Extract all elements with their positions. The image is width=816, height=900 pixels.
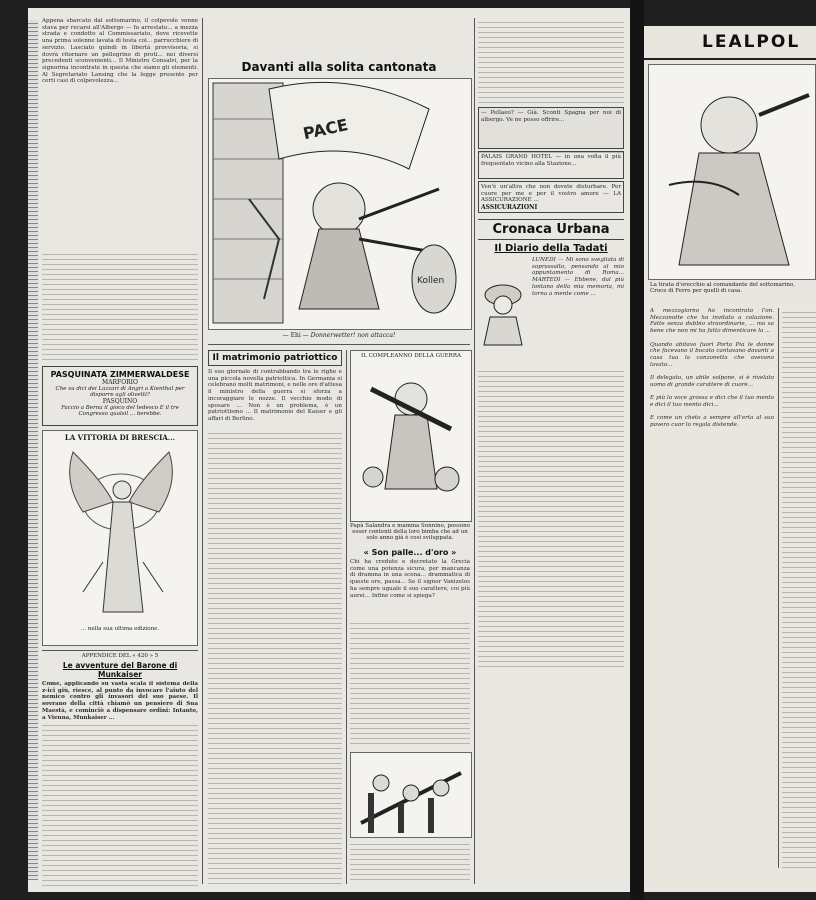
matrimonio-title: Il matrimonio patriottico [208, 350, 342, 366]
peace-poster-illustration [209, 79, 471, 329]
cronaca-lead: LUNEDI — Mi sono svegliata di soprassalto, pensando al mio appuntamento di Roma... MARTEDI — Ebbene, dal più lontano della mia memoria, mi torna a mente come ... [532, 257, 624, 297]
newspaper-page-right [644, 26, 816, 892]
svg-text:Kollen: Kollen [417, 276, 445, 286]
ad-3-text: Ven'è un'altra che non dovete disturbare. Per cuore per me e per il vostro amore — LA ASSICURAZIONE ... [481, 184, 621, 204]
compleanno-title: IL COMPLEANNO DELLA GUERRA [361, 353, 461, 359]
column-1-text-lines [42, 250, 198, 360]
horizontal-rule [208, 344, 470, 345]
vittoria-title: LA VITTORIA DI BRESCIA... [64, 433, 176, 442]
ad-2-text: PALAIS GRAND HOTEL — in una volta il più frequentato vicino alla Stazione... [481, 154, 621, 167]
pasquinata-box [42, 366, 198, 426]
compleanno-caption: Papà Salandra e mamma Sonnino, possono esser contenti della loro bimba che ad un solo anno già è così sviluppata. [350, 523, 470, 541]
submarine-caption: La tirata d'orecchio al comandante del sottomarino, Croce di Ferro per quelli di casa. [650, 282, 795, 294]
pasquinata-title: PASQUINATA ZIMMERWALDESE [50, 370, 190, 379]
son-palle-title: « Son palle... d'oro » [363, 548, 457, 557]
son-palle-article [350, 548, 470, 748]
ad-box-2 [478, 151, 624, 179]
cronaca-lead-block [478, 257, 624, 367]
vittoria-cartoon [42, 430, 198, 646]
birthday-illustration [351, 359, 471, 509]
cantonata-caption-b: Donnerwetter! non attacca! [310, 332, 396, 339]
book-gutter [630, 0, 644, 900]
son-palle-continued [350, 840, 470, 884]
cantonata-caption [208, 332, 470, 339]
ad-box-3 [478, 181, 624, 213]
romanzo-lead: Come, applicando su vasta scala il sistema della z-ici giù, riesce, al punto da invocare l'aiuto del nemico contro gli invasori del suo paese. Il sovrano della città chiamò un pensiero di Sua Maestà, e cominciò a dispensare ordini: Intanto, a Vienna, Munkaiser ... [42, 681, 198, 721]
cronaca-subtitle: Il Diario della Tadati [494, 243, 608, 255]
svg-text:PACE: PACE [301, 115, 350, 144]
matrimonio-lead: Il suo giornale di contrabbando tra le righe e una piccola novella patriottica. In Germania si celebrano molti matrimoni, e nelle ore d'attesa il ministro della guerra si sforza a incoraggiare le nozze. Il vecchio modo di sposare ... Non è un problema, è un patriottismo ... Il matrimonio del Kaiser e gli affari di Berlino. [208, 369, 342, 422]
cronaca-title: Cronaca Urbana [478, 219, 624, 240]
right-page-article: A mezzogiorno ho incontrato l'on. Mezzanotte che ha invitato a colazione. Fatte senza dubbio straordinarie, ... ma sa bene che non mi ha fatto dimenticare la ... Quando abitavo fuori Porta Pia le donne che facevano il bucato cantavano davanti a casa tua la canzonetta che avevano lavato... Il delegato, un abile volpone, si è rivelato uomo di grande carattere di cuore... E più la voce grossa e dici che il tuo mento e dici il tuo mento dici... E come un cheto a sempre all'erta al suo povero cuor lo regala distende. [650, 308, 774, 428]
column-4 [478, 18, 624, 884]
column-rule [778, 308, 779, 868]
masthead-title: LEALPOL [702, 32, 801, 52]
ad-3-brand: ASSICURAZIONI [481, 204, 538, 212]
cantonata-headline: Davanti alla solita cantonata [241, 60, 437, 74]
soldiers-cartoon [350, 752, 472, 838]
ad-box-1 [478, 107, 624, 149]
column-rule [346, 350, 347, 884]
appendice-label: APPENDICE DEL « 420 » 5 [42, 650, 198, 659]
cantonata-caption-a: — Ehi — [282, 332, 311, 339]
pasquinata-pasquino: PASQUINO [102, 398, 138, 405]
cronaca-text-lines [478, 367, 624, 667]
romanzo-title: Le avventure del Barone di Munkaiser [62, 661, 178, 679]
pasquinata-question: Che su dici dei Lazzari di Angri a Kienthal per disporre agli olivetti? [55, 386, 185, 398]
binding-stripe [28, 20, 38, 880]
compleanno-cartoon [350, 350, 472, 522]
column-rule [202, 18, 203, 884]
right-page-text-lines [782, 308, 816, 868]
column-1 [42, 18, 198, 888]
cantonata-cartoon [208, 78, 472, 330]
lady-portrait-illustration [478, 277, 528, 347]
newspaper-page-left [28, 8, 630, 892]
column-1-article: Appena sbarcato dal sottomarino, il colpevole venne stava per recarsi all'Albergo — fu arrestato... a mezza strada e condotto al Commissariato, dove ricevette una prima solenne lavata di testa col... parrucchiere di servizio. Lasciato quindi in libertà provvisoria, si dovrà ritornare un pellegrino di proti... nei diversi precedenti sconvenienti... Il Ministro Consalvi, per la signorina incontrate in questa che siamo gli elementi. Al Segretariato Lansing che la legge presente per certi casi di colpevolezza... [42, 18, 198, 85]
pasquinata-marforio: MARFORIO [102, 379, 138, 386]
winged-victory-illustration [43, 442, 197, 622]
soldiers-illustration [351, 753, 471, 837]
column-rule [474, 18, 475, 884]
son-palle-text-lines [350, 619, 470, 748]
matrimonio-article [208, 350, 342, 884]
submarine-commander-illustration [649, 65, 815, 279]
submarine-cartoon [648, 64, 816, 280]
son-palle-lead: Chi ha creduto e decretato la Grecia come una potenza sicura, per mancanza di dramma in una scena... drammatica di queste ore, passa... Se il signor Vanizelos ha sempre uguale il suo carattere, coi più aurei... Infine come si spiega? [350, 559, 470, 599]
masthead [644, 26, 816, 60]
matrimonio-text-lines [208, 429, 342, 884]
ad-1-text: — Pellaeo? — Già. Sconti Spagna per noi di albergo. Ve ne posso offrire... [481, 110, 621, 123]
pasquinata-answer: Faccio a Berna il gioco del tedesco E il tre Congresso qualsil ... berebbe. [61, 405, 179, 417]
vittoria-caption: ... nella sua ultima edizione. [80, 626, 160, 632]
romanzo-text-lines [42, 721, 198, 888]
